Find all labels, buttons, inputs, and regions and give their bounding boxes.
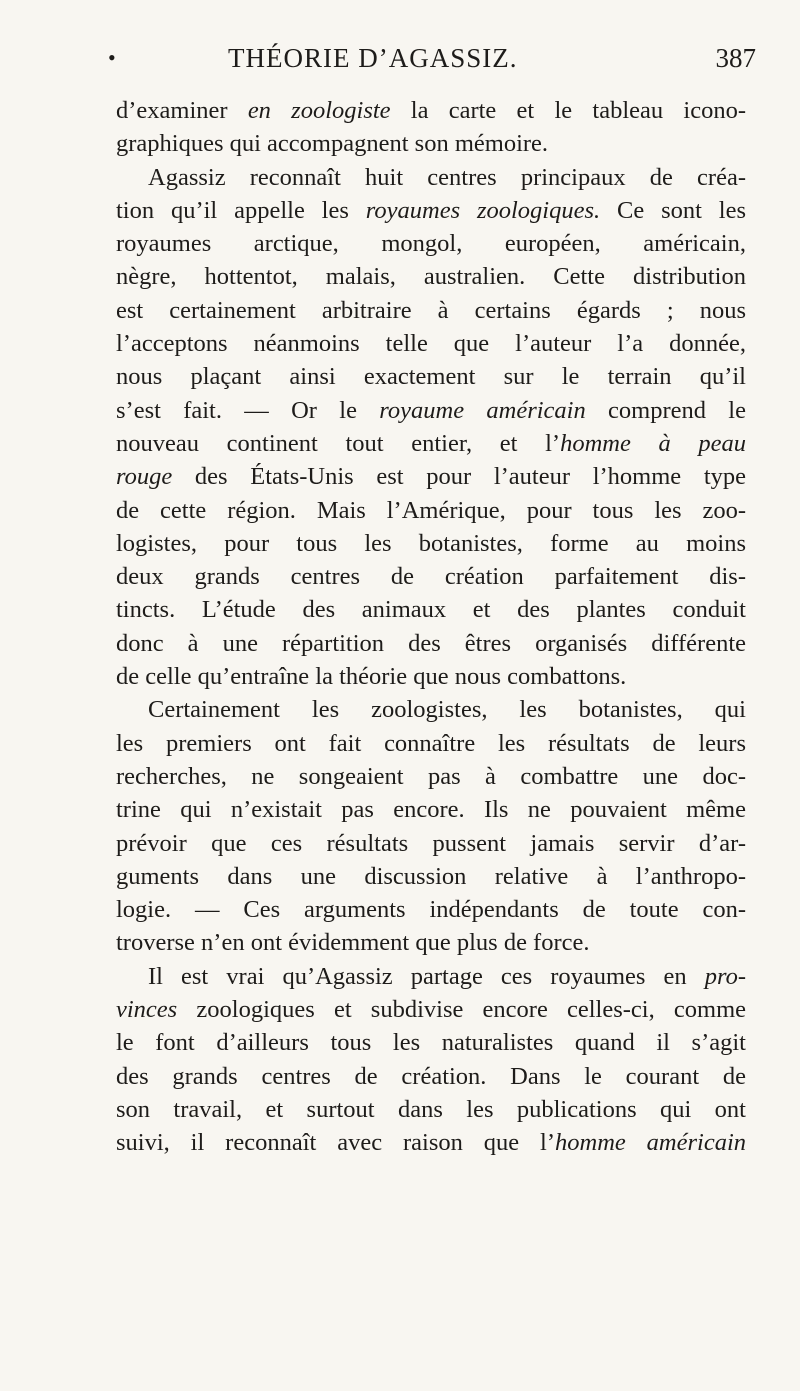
text-segment: zoologiques et subdivise encore celles-ci, comme [177, 996, 746, 1024]
text-segment: Ce sont les [600, 196, 746, 224]
text-segment: tincts. L’étude des animaux et des plantes conduit [116, 596, 746, 624]
text-line [116, 360, 746, 393]
text-line [116, 1126, 746, 1159]
text-line [116, 760, 746, 793]
text-segment: Certainement les zoologistes, les botanistes, qui [148, 696, 746, 724]
text-segment: suivi, il reconnaît avec raison que l’ [116, 1129, 555, 1157]
text-segment: tion qu’il appelle les [116, 196, 366, 224]
text-segment: troverse n’en ont évidemment que plus de force. [116, 929, 590, 957]
text-line [116, 394, 746, 427]
text-segment: recherches, ne songeaient pas à combattre une doc- [116, 762, 746, 790]
italic-text: homme à peau [560, 429, 747, 457]
text-segment: son travail, et surtout dans les publications qui ont [116, 1095, 746, 1123]
text-line [116, 827, 746, 860]
text-segment: guments dans une discussion relative à l’anthropo- [116, 862, 746, 890]
text-segment: le font d’ailleurs tous les naturalistes quand il s’agit [116, 1029, 746, 1057]
text-line [116, 527, 746, 560]
italic-text: rouge [116, 463, 173, 491]
text-segment: logistes, pour tous les botanistes, forme au moins [116, 529, 746, 557]
text-segment: comprend le [585, 396, 746, 424]
italic-text: pro- [704, 962, 746, 990]
text-segment: l’acceptons néanmoins telle que l’auteur l’a donnée, [116, 330, 746, 358]
text-line [116, 194, 746, 227]
text-line [116, 660, 746, 693]
text-line [116, 627, 746, 660]
text-line [116, 926, 746, 959]
text-segment: trine qui n’existait pas encore. Ils ne pouvaient même [116, 796, 746, 824]
text-line [116, 960, 746, 993]
text-segment: Agassiz reconnaît huit centres principaux de créa- [148, 163, 746, 191]
text-segment: la carte et le tableau icono- [390, 97, 746, 124]
text-line [116, 1060, 746, 1093]
text-line [116, 993, 746, 1026]
text-line [116, 860, 746, 893]
text-segment: donc à une répartition des êtres organisés différente [116, 629, 746, 657]
italic-text: royaume américain [379, 396, 586, 424]
text-line [116, 560, 746, 593]
text-segment: graphiques qui accompagnent son mémoire. [116, 130, 549, 158]
text-segment: de celle qu’entraîne la théorie que nous combattons. [116, 663, 627, 691]
text-segment: prévoir que ces résultats pussent jamais servir d’ar- [116, 829, 746, 857]
text-line [116, 260, 746, 293]
text-segment: logie. — Ces arguments indépendants de toute con- [116, 896, 746, 924]
text-segment: nouveau continent tout entier, et l’ [116, 429, 561, 457]
header-bullet: • [108, 45, 116, 70]
text-segment: nous plaçant ainsi exactement sur le terrain qu’il [116, 363, 746, 391]
italic-text: royaumes zoologiques. [365, 196, 601, 224]
text-line [116, 1026, 746, 1059]
italic-text: homme américain [555, 1129, 746, 1157]
text-line [116, 1093, 746, 1126]
text-segment: des États-Unis est pour l’auteur l’homme type [172, 463, 746, 491]
text-segment: d’examiner [116, 97, 248, 124]
text-line [116, 593, 746, 626]
text-segment: les premiers ont fait connaître les résultats de leurs [116, 729, 746, 757]
text-line [116, 793, 746, 826]
running-title: THÉORIE D’AGASSIZ. [228, 43, 518, 73]
text-line [116, 161, 746, 194]
text-segment: nègre, hottentot, malais, australien. Cette distribution [116, 263, 746, 291]
text-segment: est certainement arbitraire à certains égards ; nous [116, 296, 746, 324]
text-line [116, 427, 746, 460]
text-line [116, 127, 746, 160]
page-number: 387 [715, 43, 756, 73]
text-line [116, 460, 746, 493]
text-segment: royaumes arctique, mongol, européen, américain, [116, 230, 746, 258]
text-segment: de cette région. Mais l’Amérique, pour tous les zoo- [116, 496, 746, 524]
text-line [116, 893, 746, 926]
italic-text: vinces [116, 996, 178, 1024]
page-header [108, 40, 756, 76]
text-line [116, 727, 746, 760]
text-segment: s’est fait. — Or le [116, 396, 380, 424]
text-line [116, 94, 746, 127]
text-line [116, 327, 746, 360]
text-line [116, 494, 746, 527]
text-line [116, 227, 746, 260]
text-line [116, 693, 746, 726]
italic-text: en zoologiste [247, 97, 391, 124]
text-line [116, 294, 746, 327]
text-segment: Il est vrai qu’Agassiz partage ces royaumes en [148, 962, 705, 990]
body-text [116, 94, 746, 1160]
text-segment: des grands centres de création. Dans le courant de [116, 1062, 746, 1090]
text-segment: deux grands centres de création parfaitement dis- [116, 563, 746, 591]
